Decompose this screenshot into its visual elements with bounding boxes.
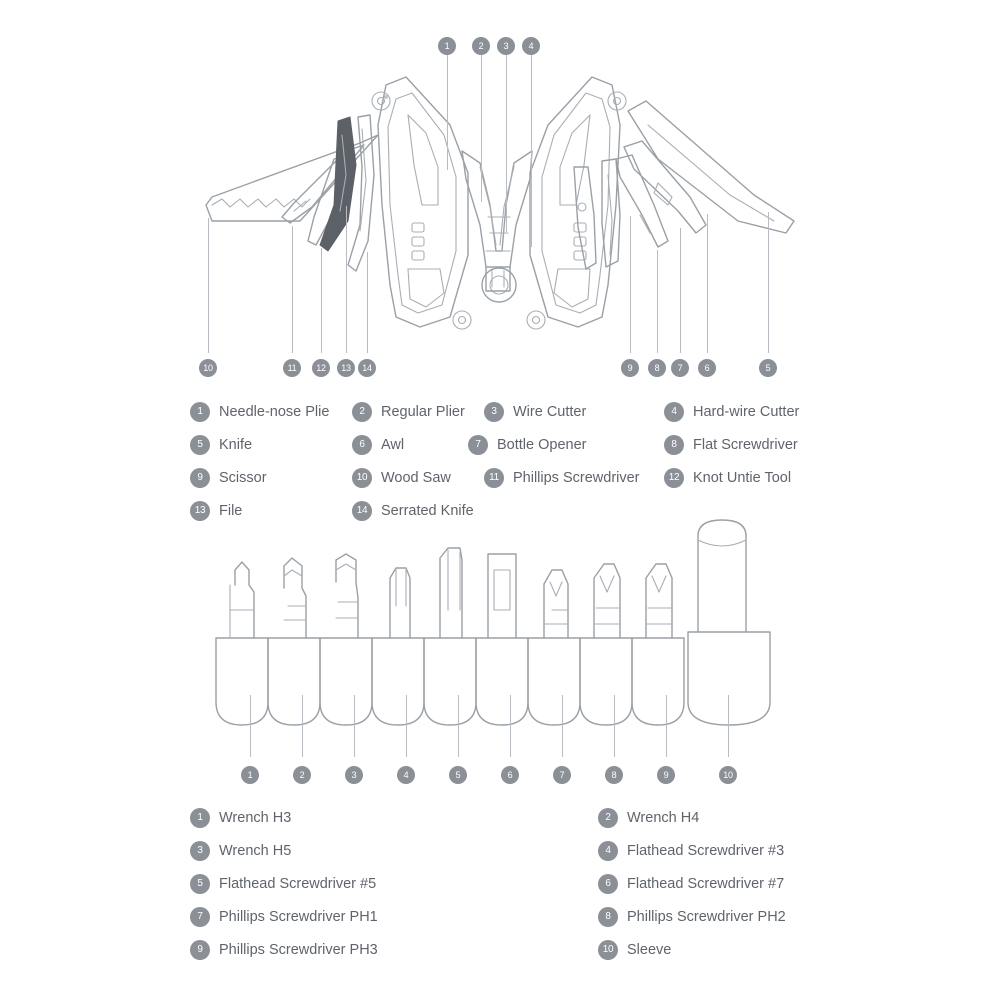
callout-badge-12: 12 <box>312 359 330 377</box>
legend-label: Phillips Screwdriver PH3 <box>219 942 378 958</box>
legend-item <box>598 940 671 960</box>
callout-badge-10: 10 <box>199 359 217 377</box>
legend-item <box>190 808 291 828</box>
legend-label: Phillips Screwdriver PH1 <box>219 909 378 925</box>
callout-badge-14: 14 <box>358 359 376 377</box>
legend-label: Sleeve <box>627 942 672 958</box>
legend-label: Wrench H4 <box>627 810 700 826</box>
legend-label: Hard-wire Cutter <box>693 404 800 420</box>
legend-label: Needle-nose Plie <box>219 404 330 420</box>
legend-label: Bottle Opener <box>497 437 587 453</box>
callout-badge-1: 1 <box>438 37 456 55</box>
legend-badge-14: 14 <box>352 501 372 521</box>
callout-badge-2: 2 <box>472 37 490 55</box>
legend-badge-9: 9 <box>190 468 210 488</box>
legend-badge-12: 12 <box>664 468 684 488</box>
legend-badge-4: 4 <box>664 402 684 422</box>
callout-badge-10: 10 <box>719 766 737 784</box>
callout-badge-11: 11 <box>283 359 301 377</box>
legend-badge-4: 4 <box>598 841 618 861</box>
legend-badge-13: 13 <box>190 501 210 521</box>
legend-label: Knife <box>219 437 253 453</box>
callout-badge-6: 6 <box>698 359 716 377</box>
callout-badge-8: 8 <box>605 766 623 784</box>
legend-label: Wrench H5 <box>219 843 292 859</box>
legend-label: Wire Cutter <box>513 404 587 420</box>
legend-badge-10: 10 <box>598 940 618 960</box>
legend-badge-8: 8 <box>664 435 684 455</box>
callout-badge-3: 3 <box>345 766 363 784</box>
legend-badge-2: 2 <box>598 808 618 828</box>
callout-badge-13: 13 <box>337 359 355 377</box>
legend-label: Flathead Screwdriver #5 <box>219 876 377 892</box>
legend-label: File <box>219 503 243 519</box>
legend-badge-3: 3 <box>190 841 210 861</box>
legend-badge-2: 2 <box>352 402 372 422</box>
legend-badge-8: 8 <box>598 907 618 927</box>
callout-badge-5: 5 <box>759 359 777 377</box>
callout-badge-6: 6 <box>501 766 519 784</box>
callout-badge-4: 4 <box>397 766 415 784</box>
callout-badge-7: 7 <box>553 766 571 784</box>
callout-badge-1: 1 <box>241 766 259 784</box>
legend-item <box>598 874 784 894</box>
legend-item <box>190 907 378 927</box>
legend-badge-3: 3 <box>484 402 504 422</box>
legend-badge-5: 5 <box>190 435 210 455</box>
callout-badge-9: 9 <box>657 766 675 784</box>
legend-badge-5: 5 <box>190 874 210 894</box>
legend-label: Serrated Knife <box>381 503 474 519</box>
legend-label: Wrench H3 <box>219 810 292 826</box>
legend-label: Flathead Screwdriver #3 <box>627 843 785 859</box>
legend-label: Flathead Screwdriver #7 <box>627 876 785 892</box>
legend-label: Phillips Screwdriver PH2 <box>627 909 786 925</box>
legend-item <box>598 808 699 828</box>
legend-badge-6: 6 <box>598 874 618 894</box>
callout-badge-9: 9 <box>621 359 639 377</box>
legend-label: Awl <box>381 437 405 453</box>
legend-label: Wood Saw <box>381 470 451 486</box>
legend-item <box>598 907 786 927</box>
legend-item <box>190 940 378 960</box>
legend-item <box>598 841 784 861</box>
legend-label: Flat Screwdriver <box>693 437 798 453</box>
legend-badge-1: 1 <box>190 808 210 828</box>
legend-badge-9: 9 <box>190 940 210 960</box>
legend-label: Scissor <box>219 470 267 486</box>
legend-badge-10: 10 <box>352 468 372 488</box>
callout-badge-4: 4 <box>522 37 540 55</box>
legend-badge-7: 7 <box>468 435 488 455</box>
legend-item <box>190 841 291 861</box>
legend-badge-1: 1 <box>190 402 210 422</box>
legend-item <box>190 874 376 894</box>
callout-badge-7: 7 <box>671 359 689 377</box>
legend-badge-6: 6 <box>352 435 372 455</box>
callout-badge-2: 2 <box>293 766 311 784</box>
legend-label: Knot Untie Tool <box>693 470 792 486</box>
legend-label: Regular Plier <box>381 404 465 420</box>
callout-badge-3: 3 <box>497 37 515 55</box>
callout-badge-5: 5 <box>449 766 467 784</box>
callout-badge-8: 8 <box>648 359 666 377</box>
legend-label: Phillips Screwdriver <box>513 470 640 486</box>
legend-badge-7: 7 <box>190 907 210 927</box>
legend-badge-11: 11 <box>484 468 504 488</box>
